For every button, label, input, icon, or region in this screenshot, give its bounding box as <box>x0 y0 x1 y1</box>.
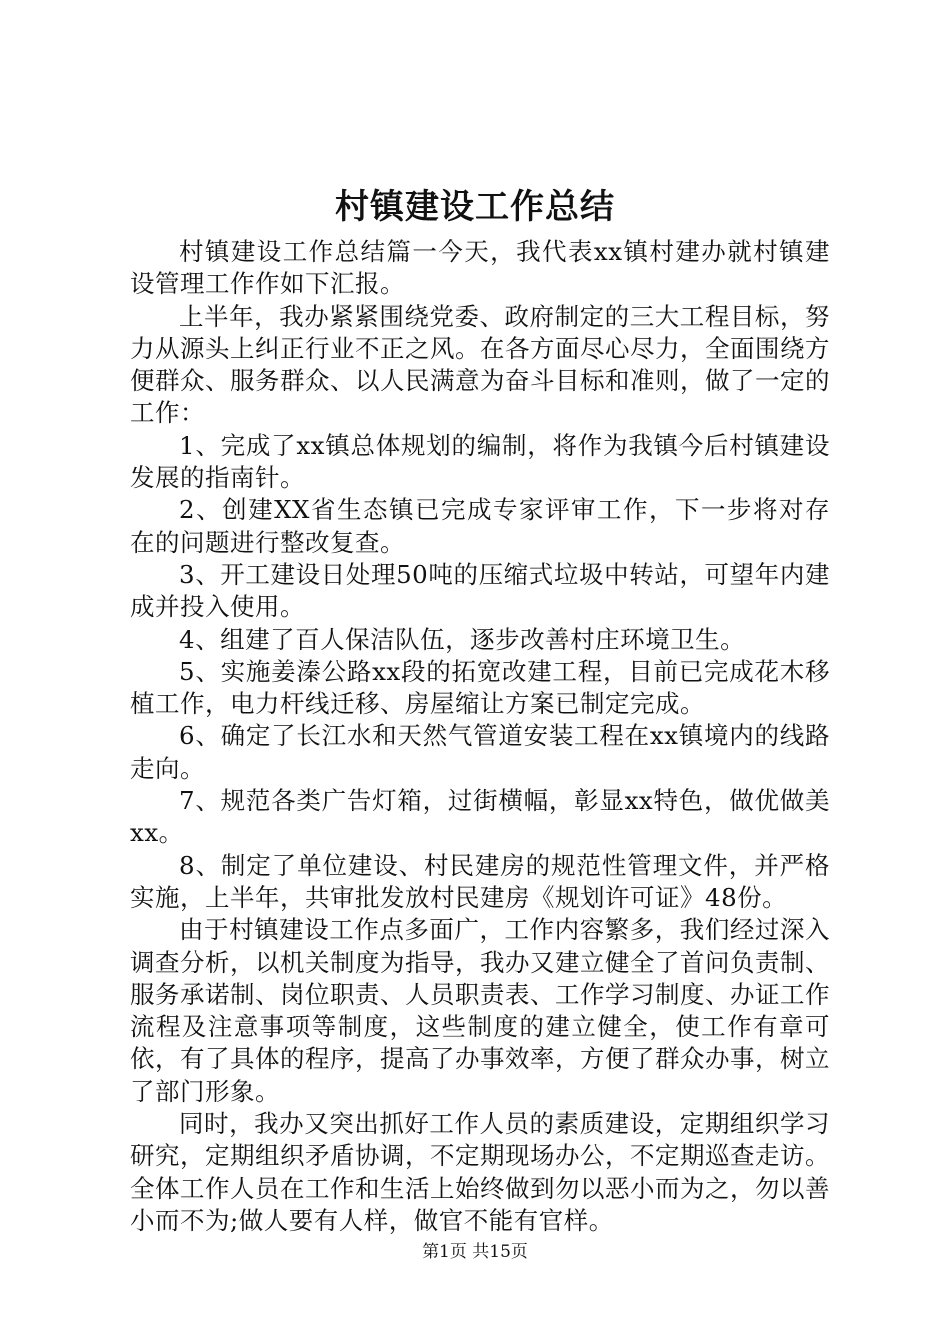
paragraph-staff-quality: 同时，我办又突出抓好工作人员的素质建设，定期组织学习研究，定期组织矛盾协调，不定期现场办公，不定期巡查走访。全体工作人员在工作和生活上始终做到勿以恶小而为之，勿以善小而不为;做人要有人样，做官不能有官样。 <box>130 1109 830 1235</box>
paragraph-item-1: 1、完成了xx镇总体规划的编制，将作为我镇今后村镇建设发展的指南针。 <box>130 430 830 493</box>
paragraph-item-6: 6、确定了长江水和天然气管道安装工程在xx镇境内的线路走向。 <box>130 721 830 783</box>
paragraph-intro: 村镇建设工作总结篇一今天，我代表xx镇村建办就村镇建设管理工作作如下汇报。 <box>130 237 830 299</box>
document-title: 村镇建设工作总结 <box>335 187 615 227</box>
paragraph-systems: 由于村镇建设工作点多面广，工作内容繁多，我们经过深入调查分析，以机关制度为指导，我办又建立健全了首问负责制、服务承诺制、岗位职责、人员职责表、工作学习制度、办证工作流程及注意事项等制度，这些制度的建立健全，使工作有章可依，有了具体的程序，提高了办事效率，方便了群众办事，树立了部门形象。 <box>130 915 830 1106</box>
paragraph-item-7: 7、规范各类广告灯箱，过街横幅，彰显xx特色，做优做美xx。 <box>130 786 830 848</box>
paragraph-first-half-overview: 上半年，我办紧紧围绕党委、政府制定的三大工程目标，努力从源头上纠正行业不正之风。在各方面尽心尽力，全面围绕方便群众、服务群众、以人民满意为奋斗目标和准则，做了一定的工作： <box>130 301 830 428</box>
paragraph-item-8: 8、制定了单位建设、村民建房的规范性管理文件，并严格实施，上半年，共审批发放村民建房《规划许可证》48份。 <box>130 850 830 912</box>
paragraph-item-4: 4、组建了百人保洁队伍，逐步改善村庄环境卫生。 <box>179 624 746 654</box>
page-number-footer: 第1页 共15页 <box>422 1242 528 1262</box>
document-body <box>130 236 830 1237</box>
paragraph-item-2: 2、创建XX省生态镇已完成专家评审工作，下一步将对存在的问题进行整改复查。 <box>130 495 830 557</box>
paragraph-item-5: 5、实施姜溱公路xx段的拓宽改建工程，目前已完成花木移植工作，电力杆线迁移、房屋缩让方案已制定完成。 <box>130 656 830 719</box>
paragraph-item-3: 3、开工建设日处理50吨的压缩式垃圾中转站，可望年内建成并投入使用。 <box>130 559 830 622</box>
